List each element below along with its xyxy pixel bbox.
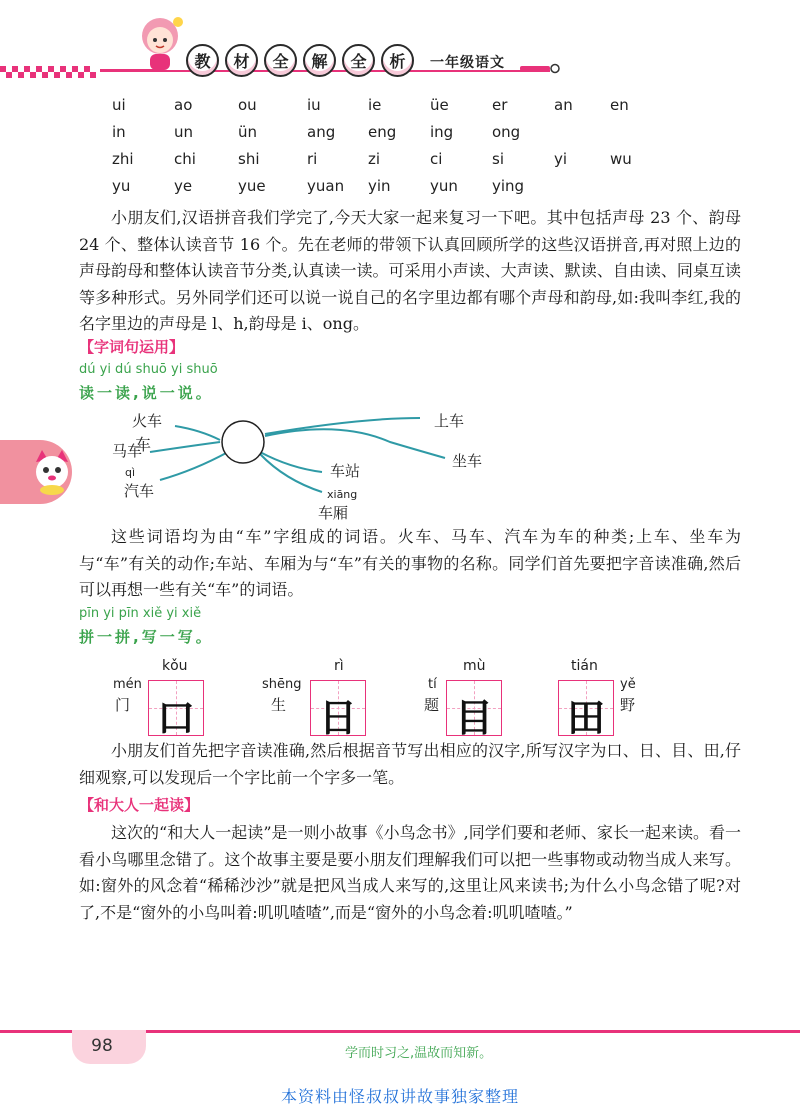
title-char: 解	[303, 44, 336, 77]
title-char: 教	[186, 44, 219, 77]
char-pinyin: rì	[334, 658, 344, 674]
mindmap-word: 马车	[112, 442, 143, 460]
pinyin-cell: zhi	[112, 150, 134, 168]
exercise-pinyin: dú yi dú shuō yi shuō	[79, 362, 218, 377]
pinyin-cell: ye	[174, 177, 193, 195]
mindmap-word: 车站	[330, 462, 361, 480]
explanation-paragraph: 小朋友们首先把字音读准确,然后根据音节写出相应的汉字,所写汉字为口、日、目、田,仔细观察,可以发现后一个字比前一个字多一笔。	[79, 741, 741, 787]
pinyin-cell: si	[492, 150, 504, 168]
side-pinyin: tí	[428, 677, 437, 692]
explanation-paragraph: 这些词语均为由“车”字组成的词语。火车、马车、汽车为车的种类;上车、坐车为与“车”有关的动作;车站、车厢为与“车”有关的事物的名称。同学们首先要把字音读准确,然后可以再想一些有关“车”的词语。	[79, 527, 741, 599]
side-pinyin: mén	[113, 677, 142, 692]
char-pinyin: mù	[463, 658, 486, 674]
explanation-paragraph: 小朋友们,汉语拼音我们学完了,今天大家一起来复习一下吧。其中包括声母 23 个、韵母 24 个、整体认读音节 16 个。先在老师的带领下认真回顾所学的这些汉语拼音,再对照上边的声母韵母和整体认读音节分类,认真读一读。可采用小声读、大声读、默读、自由读、同桌互读等多种形式。另外同学们还可以说一说自己的名字里边都有哪个声母和韵母,如:我叫李红,我的名字里边的声母是 l、h,韵母是 i、ong。	[79, 208, 741, 333]
mindmap-word: 火车	[132, 412, 163, 430]
pinyin-cell: eng	[368, 123, 397, 141]
pinyin-cell: iu	[307, 96, 321, 114]
pinyin-cell: un	[174, 123, 194, 141]
section-title: 【字词句运用】	[79, 338, 185, 356]
pinyin-cell: ong	[492, 123, 521, 141]
exercise-pinyin: pīn yi pīn xiě yi xiě	[79, 606, 202, 621]
pinyin-cell: yun	[430, 177, 458, 195]
char-writing-box	[446, 680, 502, 740]
char-writing-box	[310, 680, 366, 740]
written-char: 日	[318, 696, 357, 740]
title-char: 全	[342, 44, 375, 77]
mindmap-word: 上车	[434, 412, 465, 430]
pinyin-cell: zi	[368, 150, 381, 168]
title-char: 材	[225, 44, 258, 77]
pinyin-cell: in	[112, 123, 126, 141]
girl-mascot-icon	[130, 10, 190, 74]
pinyin-cell: shi	[238, 150, 260, 168]
char-writing-box	[558, 680, 614, 740]
section-title: 【和大人一起读】	[79, 796, 200, 814]
written-char: 田	[566, 696, 605, 740]
page-number: 98	[91, 1036, 113, 1056]
pinyin-cell: yu	[112, 177, 131, 195]
mindmap-word: 坐车	[452, 452, 483, 470]
pinyin-cell: yue	[238, 177, 266, 195]
written-char: 目	[454, 696, 493, 740]
pinyin-cell: ao	[174, 96, 193, 114]
exercise-title: 读一读,说一说。	[79, 384, 214, 402]
title-char: 析	[381, 44, 414, 77]
side-char: 题	[424, 696, 440, 714]
pinyin-cell: en	[610, 96, 629, 114]
mindmap-word: 汽车	[124, 482, 155, 500]
mindmap-pinyin: xiāng	[327, 488, 358, 501]
pinyin-cell: ui	[112, 96, 126, 114]
pinyin-cell: yuan	[307, 177, 345, 195]
pinyin-cell: yin	[368, 177, 391, 195]
footer-motto: 学而时习之,温故而知新。	[345, 1046, 493, 1061]
cat-mascot-icon	[28, 448, 76, 496]
char-writing-box	[148, 680, 204, 740]
mindmap-word: 车厢	[318, 504, 349, 522]
exercise-title: 拼一拼,写一写。	[79, 628, 214, 646]
book-series-title	[186, 44, 414, 77]
pinyin-cell: üe	[430, 96, 449, 114]
explanation-paragraph: 这次的“和大人一起读”是一则小故事《小鸟念书》,同学们要和老师、家长一起来读。看一看小鸟哪里念错了。这个故事主要是要小朋友们理解我们可以把一些事物或动物当成人来写。如:窗外的风念着“稀稀沙沙”就是把风当成人来写的,这里让风来读书;为什么小鸟念错了呢?对了,不是“窗外的小鸟叫着:叽叽喳喳”,而是“窗外的小鸟念着:叽叽喳喳。”	[79, 823, 741, 922]
side-char: 生	[271, 696, 287, 714]
grade-label: 一年级语文	[430, 55, 505, 71]
pinyin-cell: yi	[554, 150, 568, 168]
side-char: 门	[115, 696, 131, 714]
mindmap-pinyin: qì	[125, 466, 136, 479]
pinyin-cell: ri	[307, 150, 318, 168]
pinyin-cell: ang	[307, 123, 336, 141]
char-pinyin: tián	[571, 658, 598, 674]
pinyin-cell: ün	[238, 123, 258, 141]
pinyin-cell: ing	[430, 123, 454, 141]
pinyin-cell: chi	[174, 150, 196, 168]
pinyin-cell: an	[554, 96, 573, 114]
pen-icon	[520, 62, 560, 74]
mindmap-center: 车	[135, 435, 152, 454]
pinyin-cell: ci	[430, 150, 443, 168]
pinyin-cell: ie	[368, 96, 382, 114]
title-char: 全	[264, 44, 297, 77]
pinyin-cell: ou	[238, 96, 257, 114]
side-pinyin: yě	[620, 677, 636, 692]
side-pinyin: shēng	[262, 677, 302, 692]
written-char: 口	[156, 696, 195, 740]
pinyin-cell: wu	[610, 150, 632, 168]
source-credit: 本资料由怪叔叔讲故事独家整理	[280, 1087, 519, 1106]
pinyin-cell: er	[492, 96, 508, 114]
pinyin-cell: ying	[492, 177, 525, 195]
char-pinyin: kǒu	[162, 658, 188, 674]
side-char: 野	[620, 696, 636, 714]
